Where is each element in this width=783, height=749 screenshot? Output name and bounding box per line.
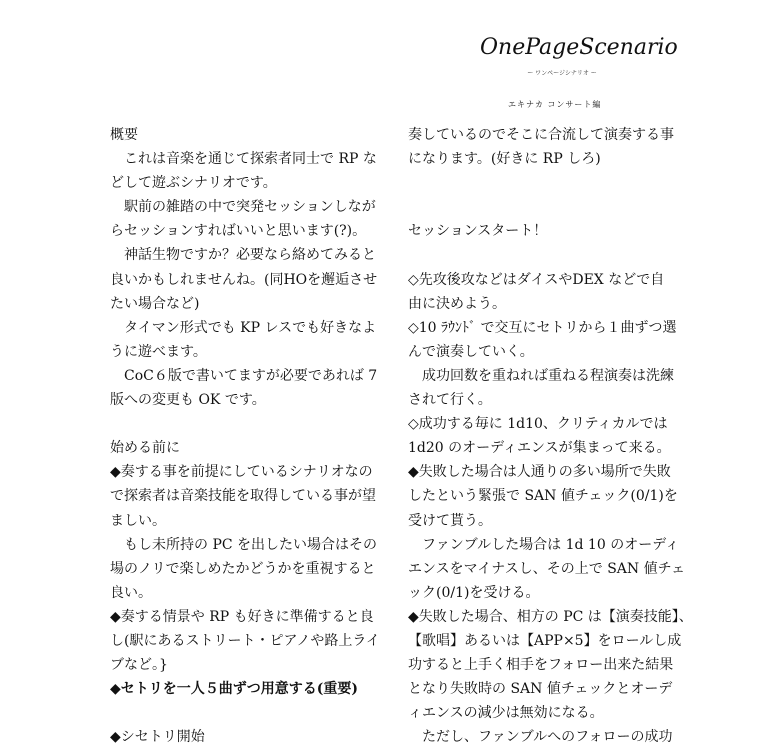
text-line: 【歌唱】あるいは【APP×5】をロールし成	[408, 632, 682, 649]
text-line: 成功回数を重ねれば重ねる程演奏は洗練	[422, 367, 674, 384]
text-line: 由に決めよう。	[408, 295, 506, 312]
text-line: 1d20 のオーディエンスが集まって来る。	[408, 440, 671, 457]
text-line: ましい。	[110, 512, 166, 529]
text-line: 版への変更も OK です。	[110, 392, 266, 409]
text-line: 場のノリで楽しめたかどうかを重視すると	[110, 560, 376, 577]
text-line: ◆シセトリ開始	[110, 729, 205, 746]
text-line: 良いかもしれませんね。(同HOを邂逅させ	[110, 271, 378, 288]
text-line: もし未所持の PC を出したい場合はその	[124, 536, 378, 553]
text-line: たい場合など)	[110, 295, 200, 312]
text-line: 駅前の雑踏の中で突発セッションしなが	[124, 199, 376, 216]
text-line: ック(0/1)を受ける。	[408, 584, 540, 601]
text-line: んで演奏していく。	[408, 343, 534, 360]
blank-line	[110, 412, 382, 436]
text-line: ただし、ファンブルへのフォローの成功	[422, 729, 673, 746]
text-line: うに遊べます。	[110, 343, 207, 360]
text-line: どして遊ぶシナリオです。	[110, 175, 277, 192]
logo-subtitle: ー ワンページシナリオ ー	[527, 70, 597, 77]
text-line: ◇成功する毎に 1d10、クリティカルでは	[408, 416, 668, 433]
right-column	[408, 123, 693, 749]
text-line: されて行く。	[408, 392, 492, 409]
blank-line	[408, 171, 680, 195]
blank-line	[408, 243, 680, 267]
text-line: で探索者は音楽技能を取得している事が望	[110, 488, 376, 505]
text-line: ◆セトリを一人５曲ずつ用意する(重要)	[110, 681, 359, 698]
text-line: 奏しているのでそこに合流して演奏する事	[408, 127, 674, 143]
text-line: 神話生物ですか？必要なら絡めてみると	[124, 247, 376, 264]
section-heading: 始める前に	[110, 440, 180, 457]
one-page-scenario-logo	[478, 24, 678, 80]
text-line: これは音楽を通じて探索者同士で RP な	[124, 151, 377, 168]
text-line: ◆失敗した場合、相方の PC は【演奏技能】、	[408, 608, 693, 625]
text-line: らセッションすればいいと思います(?)。	[110, 223, 367, 240]
text-line: ◆失敗した場合は人通りの多い場所で失敗	[408, 464, 671, 481]
text-line: ブなど。}	[110, 657, 168, 674]
text-line: 受けて貰う。	[408, 512, 492, 529]
text-line: タイマン形式でも KP レスでも好きなよ	[124, 319, 377, 336]
text-line: ィエンスの減少は無効になる。	[408, 705, 604, 722]
left-column	[110, 123, 382, 749]
text-line: となり失敗時の SAN 値チェックとオーデ	[408, 681, 673, 698]
blank-line	[110, 701, 382, 725]
text-line: 良い。	[110, 584, 152, 601]
scenario-title: エキナカ コンサート編	[508, 100, 602, 109]
section-heading: セッションスタート！	[408, 223, 548, 240]
logo-script-text: OnePageScenario	[480, 35, 678, 60]
text-line: になります。(好きに RP しろ)	[408, 151, 601, 168]
text-line: ファンブルした場合は 1d 10 のオーディ	[422, 536, 680, 553]
section-heading: 概要	[110, 127, 138, 143]
text-line: CoC６版で書いてますが必要であれば 7	[124, 367, 378, 384]
text-line: し(駅にあるストリート・ピアノや路上ライ	[110, 632, 380, 649]
text-line: ◇10 ﾗｳﾝﾄﾞ で交互にセトリから１曲ずつ選	[408, 319, 677, 336]
text-line: ◇先攻後攻などはダイスやDEX などで自	[408, 271, 665, 288]
text-line: ◆奏する情景や RP も好きに準備すると良	[110, 608, 374, 625]
text-line: エンスをマイナスし、その上で SAN 値チェ	[408, 560, 686, 577]
text-line: したという緊張で SAN 値チェック(0/1)を	[408, 488, 678, 505]
text-line: ◆奏する事を前提にしているシナリオなの	[110, 464, 373, 481]
text-line: 功すると上手く相手をフォロー出来た結果	[408, 657, 674, 674]
blank-line	[408, 195, 680, 219]
